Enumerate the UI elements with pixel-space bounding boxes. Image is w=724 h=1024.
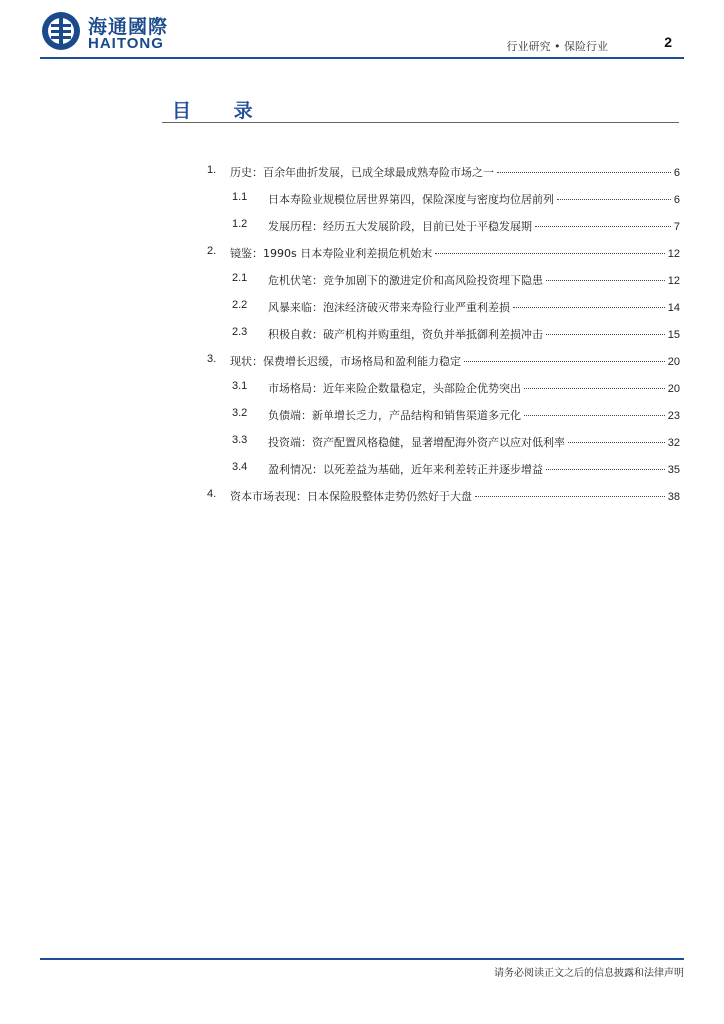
toc-item-page: 7 bbox=[673, 221, 680, 233]
toc-item-page: 20 bbox=[667, 383, 680, 395]
toc-item-number: 3.1 bbox=[232, 380, 248, 392]
toc-leader-dots bbox=[524, 415, 665, 416]
toc-leader-dots bbox=[497, 172, 671, 173]
footer-divider bbox=[40, 958, 684, 960]
toc-item-page: 12 bbox=[667, 248, 680, 260]
toc-item-number: 3.3 bbox=[232, 434, 248, 446]
toc-item-label: 现状：保费增长迟缓，市场格局和盈利能力稳定 bbox=[230, 355, 461, 368]
toc-item-page: 23 bbox=[667, 410, 680, 422]
toc-leader-dots bbox=[546, 280, 665, 281]
toc-item[interactable] bbox=[0, 353, 724, 369]
toc-item-label: 投资端：资产配置风格稳健，显著增配海外资产以应对低利率 bbox=[268, 436, 565, 449]
toc-leader-dots bbox=[524, 388, 665, 389]
report-category: 行业研究 • 保险行业 bbox=[506, 40, 608, 53]
toc-title: 目 录 bbox=[172, 100, 271, 122]
toc-leader-dots bbox=[435, 253, 665, 254]
toc-item-number: 2. bbox=[207, 245, 217, 257]
toc-item-number: 4. bbox=[207, 488, 217, 500]
toc-item-label: 危机伏笔：竞争加剧下的激进定价和高风险投资埋下隐患 bbox=[268, 274, 543, 287]
toc-item-number: 3.4 bbox=[232, 461, 248, 473]
toc-leader-dots bbox=[535, 226, 671, 227]
toc-item-label: 盈利情况：以死差益为基础，近年来利差转正并逐步增益 bbox=[268, 463, 543, 476]
toc-item-page: 15 bbox=[667, 329, 680, 341]
toc-item[interactable] bbox=[0, 407, 724, 423]
toc-item-page: 6 bbox=[673, 167, 680, 179]
toc-leader-dots bbox=[464, 361, 665, 362]
toc-item[interactable] bbox=[0, 461, 724, 477]
toc-leader-dots bbox=[568, 442, 665, 443]
haitong-logo bbox=[40, 10, 170, 54]
toc-item-label: 风暴来临：泡沫经济破灭带来寿险行业严重利差损 bbox=[268, 301, 510, 314]
toc-item[interactable] bbox=[0, 488, 724, 504]
toc-item-number: 1.2 bbox=[232, 218, 248, 230]
toc-item-label: 镜鉴：1990s 日本寿险业利差损危机始末 bbox=[230, 247, 433, 260]
toc-item-number: 2.3 bbox=[232, 326, 248, 338]
toc-item[interactable] bbox=[0, 299, 724, 315]
toc-item-page: 12 bbox=[667, 275, 680, 287]
toc-item-number: 3.2 bbox=[232, 407, 248, 419]
toc-leader-dots bbox=[475, 496, 665, 497]
toc-item-page: 20 bbox=[667, 356, 680, 368]
toc-item-number: 1. bbox=[207, 164, 217, 176]
brand-name-en: HAITONG bbox=[88, 35, 164, 52]
toc-title-divider bbox=[162, 122, 679, 123]
toc-item[interactable] bbox=[0, 164, 724, 180]
toc-item[interactable] bbox=[0, 380, 724, 396]
toc-item[interactable] bbox=[0, 218, 724, 234]
toc-item-label: 市场格局：近年来险企数量稳定，头部险企优势突出 bbox=[268, 382, 521, 395]
toc-item-label: 历史：百余年曲折发展，已成全球最成熟寿险市场之一 bbox=[230, 166, 494, 179]
haitong-logo-icon bbox=[40, 10, 82, 52]
toc-item-number: 3. bbox=[207, 353, 217, 365]
toc-item-page: 32 bbox=[667, 437, 680, 449]
toc-item-label: 积极自救：破产机构并购重组，资负并举抵御利差损冲击 bbox=[268, 328, 543, 341]
brand-name-cn: 海通國際 bbox=[88, 16, 169, 38]
toc-item-label: 资本市场表现：日本保险股整体走势仍然好于大盘 bbox=[230, 490, 472, 503]
footer-disclaimer: 请务必阅读正文之后的信息披露和法律声明 bbox=[494, 968, 684, 979]
toc-item-page: 14 bbox=[667, 302, 680, 314]
toc-item[interactable] bbox=[0, 326, 724, 342]
toc-item-label: 发展历程：经历五大发展阶段，目前已处于平稳发展期 bbox=[268, 220, 532, 233]
toc-item-number: 1.1 bbox=[232, 191, 248, 203]
toc-leader-dots bbox=[546, 469, 665, 470]
toc-item-label: 日本寿险业规模位居世界第四，保险深度与密度均位居前列 bbox=[268, 193, 554, 206]
toc-item[interactable] bbox=[0, 245, 724, 261]
toc-leader-dots bbox=[557, 199, 671, 200]
toc-leader-dots bbox=[513, 307, 665, 308]
toc-item-page: 38 bbox=[667, 491, 680, 503]
toc-item[interactable] bbox=[0, 191, 724, 207]
toc-item-number: 2.1 bbox=[232, 272, 248, 284]
toc-item-page: 35 bbox=[667, 464, 680, 476]
toc-item[interactable] bbox=[0, 434, 724, 450]
toc-item-page: 6 bbox=[673, 194, 680, 206]
toc-item-label: 负债端：新单增长乏力，产品结构和销售渠道多元化 bbox=[268, 409, 521, 422]
toc-leader-dots bbox=[546, 334, 665, 335]
page-number: 2 bbox=[664, 34, 672, 50]
toc-item-number: 2.2 bbox=[232, 299, 248, 311]
toc-item[interactable] bbox=[0, 272, 724, 288]
header-divider bbox=[40, 57, 684, 59]
